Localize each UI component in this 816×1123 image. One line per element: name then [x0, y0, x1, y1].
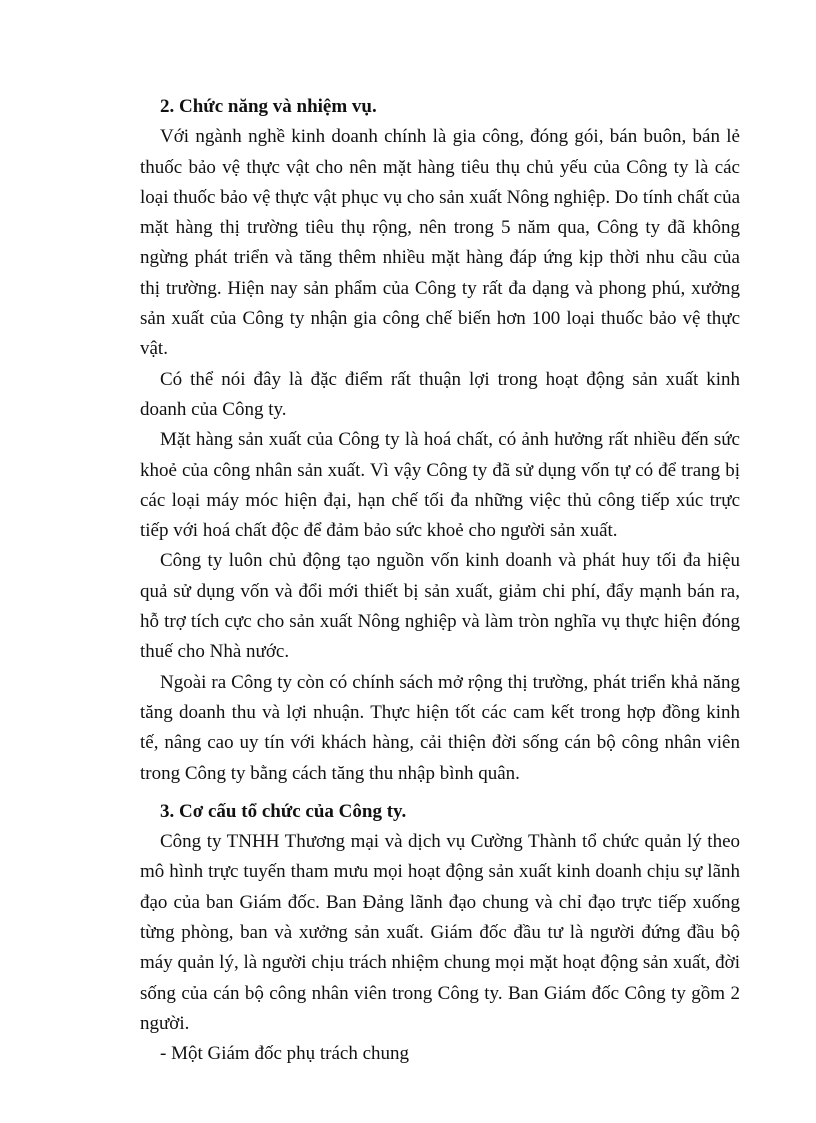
list-item-director: - Một Giám đốc phụ trách chung: [160, 1043, 410, 1065]
section-heading-functions: 2. Chức năng và nhiệm vụ.: [160, 96, 377, 117]
paragraph-management-model: Công ty TNHH Thương mại và dịch vụ Cường Thành tổ chức quản lý theo mô hình trực tuyến tham mưu mọi hoạt động sản xuất kinh doanh chịu sự lãnh đạo của ban Giám đốc. Ban Đảng lãnh đạo chung và chỉ đạo trực tiếp xuống từng phòng, ban và xưởng sản xuất. Giám đốc đầu tư là người đứng đầu bộ máy quản lý, là người chịu trách nhiệm chung mọi mặt hoạt động sản xuất, đời sống của cán bộ công nhân viên trong Công ty. Ban Giám đốc Công ty gồm 2 người.: [140, 831, 740, 1034]
document-body: [140, 92, 740, 1070]
paragraph-business-lines: Với ngành nghề kinh doanh chính là gia công, đóng gói, bán buôn, bán lẻ thuốc bảo vệ thực vật cho nên mặt hàng tiêu thụ chủ yếu của Công ty là các loại thuốc bảo vệ thực vật phục vụ cho sản xuất Nông nghiệp. Do tính chất của mặt hàng thị trường tiêu thụ rộng, nên trong 5 năm qua, Công ty đã không ngừng phát triển và tăng thêm nhiều mặt hàng đáp ứng kịp thời nhu cầu của thị trường. Hiện nay sản phẩm của Công ty rất đa dạng và phong phú, xưởng sản xuất của Công ty nhận gia công chế biến hơn 100 loại thuốc bảo vệ thực vật.: [140, 126, 740, 360]
paragraph-market-expansion: Ngoài ra Công ty còn có chính sách mở rộng thị trường, phát triển khả năng tăng doanh thu và lợi nhuận. Thực hiện tốt các cam kết trong hợp đồng kinh tế, nâng cao uy tín với khách hàng, cải thiện đời sống cán bộ công nhân viên trong Công ty bằng cách tăng thu nhập bình quân.: [140, 671, 740, 784]
section-spacer: [140, 789, 740, 797]
paragraph-advantage: Có thể nói đây là đặc điểm rất thuận lợi trong hoạt động sản xuất kinh doanh của Công ty.: [140, 368, 740, 420]
paragraph-worker-health: Mặt hàng sản xuất của Công ty là hoá chất, có ảnh hưởng rất nhiều đến sức khoẻ của công nhân sản xuất. Vì vậy Công ty đã sử dụng vốn tự có để trang bị các loại máy móc hiện đại, hạn chế tối đa những việc thủ công tiếp xúc trực tiếp với hoá chất độc để đảm bảo sức khoẻ cho người sản xuất.: [140, 429, 740, 542]
paragraph-capital: Công ty luôn chủ động tạo nguồn vốn kinh doanh và phát huy tối đa hiệu quả sử dụng vốn và đổi mới thiết bị sản xuất, giảm chi phí, đẩy mạnh bán ra, hỗ trợ tích cực cho sản xuất Nông nghiệp và làm tròn nghĩa vụ thực hiện đóng thuế cho Nhà nước.: [140, 550, 740, 663]
section-heading-structure: 3. Cơ cấu tổ chức của Công ty.: [160, 800, 407, 822]
